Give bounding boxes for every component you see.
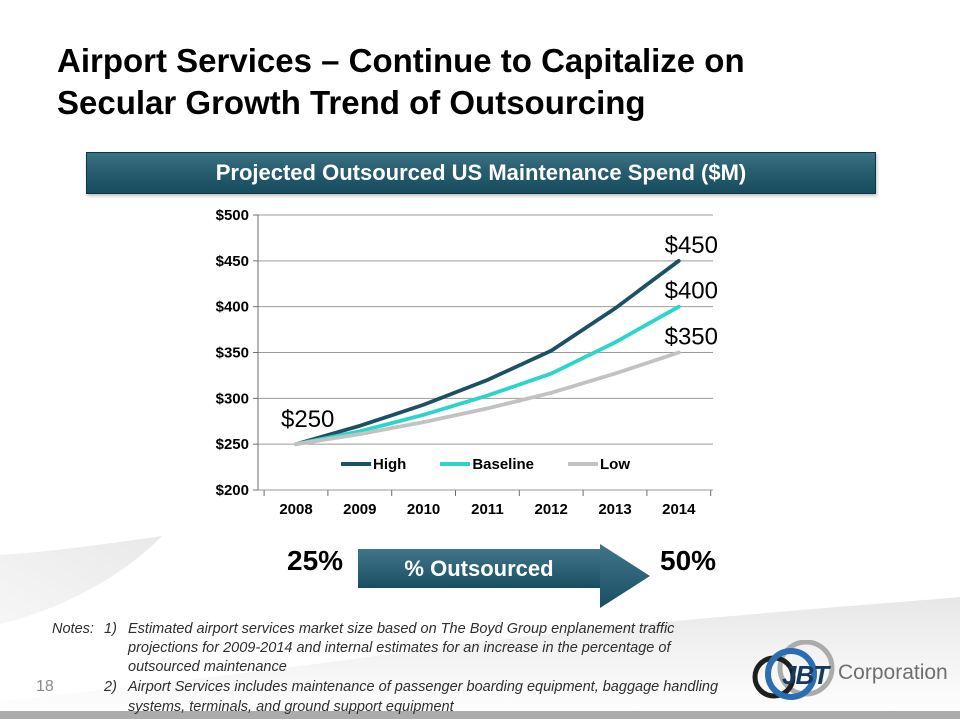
chart-title: Projected Outsourced US Maintenance Spend ($M) [215,160,747,185]
note-item-2 [104,678,742,716]
x-axis-label: 2011 [471,501,504,518]
legend-label: Low [600,455,631,473]
x-axis-label: 2010 [406,501,441,518]
note-2-number: 2) [104,679,117,696]
corporation-text: Corporation [838,661,948,684]
y-axis-label: $350 [215,344,249,362]
jbt-logo-mark [752,640,838,706]
note-1-number: 1) [104,621,117,637]
note-item-1 [104,620,742,677]
page-title-line1: Airport Services – Continue to Capitalize on [57,42,745,79]
line-chart-canvas [200,205,760,540]
outsourced-end-value: 50% [660,545,717,576]
legend-item-high [341,456,406,473]
x-axis-label: 2008 [279,501,313,518]
page-number: 18 [36,678,54,695]
series-line-baseline [296,307,679,445]
jbt-logo-text: JBT [782,660,829,690]
legend-item-low [568,456,630,473]
outsourced-spread-row [0,542,960,612]
page-title [57,40,897,124]
start-data-label: $250 [281,406,335,434]
y-axis-label: $300 [215,390,249,408]
outsourced-start-value: 25% [287,545,344,576]
end-data-label: $450 [664,231,718,259]
y-axis-label: $450 [215,252,249,270]
legend-swatch [568,462,598,466]
x-axis-label: 2009 [343,501,377,518]
right-arrow-icon [352,542,654,612]
chart-legend [258,453,713,475]
note-1-text: Estimated airport services market size based on The Boyd Group enplanement traffic projections for 2009-2014 and internal estimates for an increase in the percentage of outsourced maintenance [128,621,675,676]
outsourced-arrow-label: % Outsourced [404,556,554,581]
notes-block [52,620,742,718]
y-axis-label: $400 [215,298,249,316]
x-axis-label: 2013 [598,501,632,518]
x-axis-label: 2012 [534,501,568,518]
maintenance-spend-chart [200,205,760,540]
end-data-label: $350 [664,323,718,351]
end-data-label: $400 [664,277,718,305]
legend-swatch [440,462,470,466]
page-title-line2: Secular Growth Trend of Outsourcing [57,83,646,121]
notes-label: Notes: [52,621,94,637]
chart-title-banner [86,152,876,194]
jbt-corporation-logo [752,638,952,708]
y-axis-label: $200 [215,482,249,499]
x-axis-label: 2014 [662,501,696,518]
legend-item-baseline [440,456,534,473]
legend-swatch [341,462,371,466]
y-axis-label: $500 [215,207,249,224]
y-axis-label: $250 [215,436,249,454]
legend-label: Baseline [472,455,535,473]
legend-label: High [372,455,407,473]
note-2-text: Airport Services includes maintenance of passenger boarding equipment, baggage handling systems, terminals, and ground support equipment [128,679,719,715]
